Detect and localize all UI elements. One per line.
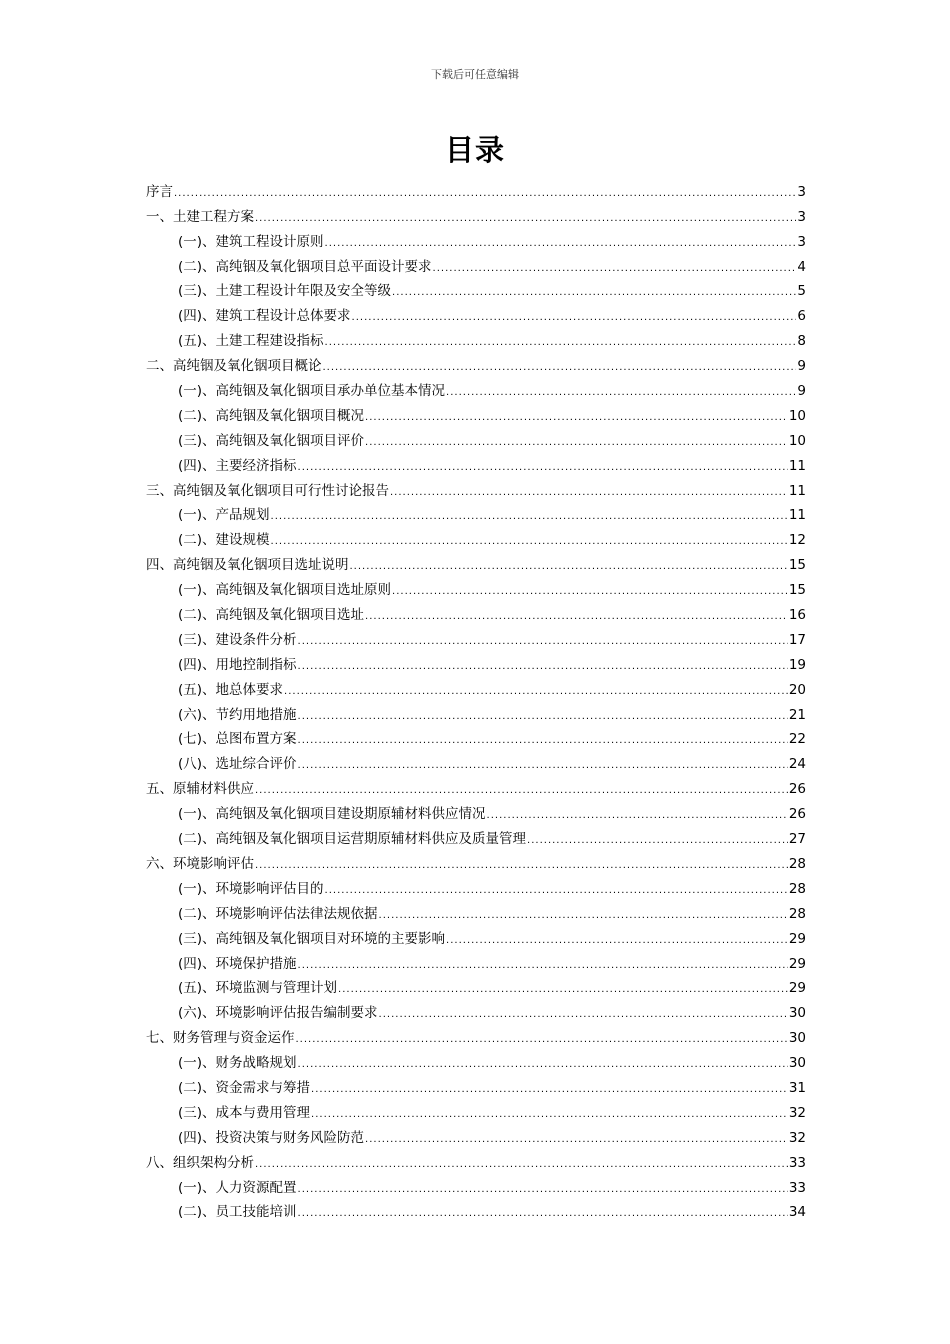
table-of-contents (146, 176, 806, 1221)
toc-dot-leader (284, 685, 788, 699)
toc-entry[interactable] (146, 997, 806, 1022)
toc-entry-page-number: 21 (788, 706, 806, 723)
toc-entry-label: (二)、高纯铟及氧化铟项目选址 (178, 607, 365, 624)
toc-entry[interactable] (146, 300, 806, 325)
toc-entry-page-number: 3 (797, 208, 806, 225)
toc-entry[interactable] (146, 425, 806, 450)
toc-entry[interactable] (146, 823, 806, 848)
toc-entry[interactable] (146, 773, 806, 798)
toc-dot-leader (379, 1008, 788, 1022)
toc-dot-leader (446, 934, 788, 948)
toc-entry-page-number: 30 (788, 1005, 806, 1022)
toc-entry[interactable] (146, 624, 806, 649)
toc-dot-leader (311, 1108, 788, 1122)
toc-entry-label: 一、土建工程方案 (146, 208, 254, 225)
toc-entry-page-number: 3 (797, 233, 806, 250)
toc-entry-page-number: 28 (788, 880, 806, 897)
toc-dot-leader (298, 660, 788, 674)
toc-entry-label: 六、环境影响评估 (146, 855, 254, 872)
toc-entry-label: (五)、地总体要求 (178, 681, 284, 698)
toc-entry[interactable] (146, 1172, 806, 1197)
toc-entry-label: (四)、用地控制指标 (178, 656, 297, 673)
toc-entry[interactable] (146, 873, 806, 898)
toc-entry-label: (三)、高纯铟及氧化铟项目对环境的主要影响 (178, 930, 446, 947)
toc-dot-leader (298, 710, 788, 724)
toc-dot-leader (298, 1207, 788, 1221)
toc-dot-leader (255, 859, 788, 873)
toc-dot-leader (255, 1158, 788, 1172)
toc-entry-page-number: 32 (788, 1129, 806, 1146)
toc-dot-leader (298, 461, 788, 475)
toc-title: 目录 (444, 133, 505, 167)
toc-entry[interactable] (146, 798, 806, 823)
toc-entry-page-number: 11 (788, 507, 806, 524)
toc-entry-page-number: 30 (788, 1030, 806, 1047)
toc-entry-page-number: 5 (797, 283, 806, 300)
toc-dot-leader (323, 361, 797, 375)
toc-dot-leader (298, 734, 788, 748)
toc-entry-page-number: 26 (788, 781, 806, 798)
toc-entry-label: (一)、高纯铟及氧化铟项目承办单位基本情况 (178, 383, 446, 400)
toc-dot-leader (392, 585, 788, 599)
toc-entry-page-number: 9 (797, 383, 806, 400)
toc-dot-leader (325, 884, 788, 898)
toc-entry-label: 三、高纯铟及氧化铟项目可行性讨论报告 (146, 482, 389, 499)
toc-entry-label: (一)、高纯铟及氧化铟项目建设期原辅材料供应情况 (178, 806, 486, 823)
toc-entry[interactable] (146, 1197, 806, 1222)
toc-entry-label: 八、组织架构分析 (146, 1154, 254, 1171)
toc-entry-label: (四)、建筑工程设计总体要求 (178, 308, 351, 325)
toc-entry[interactable] (146, 599, 806, 624)
toc-entry-label: (二)、员工技能培训 (178, 1204, 297, 1221)
toc-entry-label: (五)、土建工程建设指标 (178, 333, 324, 350)
toc-dot-leader (296, 1033, 788, 1047)
toc-entry-label: (四)、投资决策与财务风险防范 (178, 1129, 365, 1146)
toc-entry[interactable] (146, 923, 806, 948)
toc-entry[interactable] (146, 251, 806, 276)
toc-entry[interactable] (146, 549, 806, 574)
toc-dot-leader (271, 510, 788, 524)
toc-entry-page-number: 16 (788, 607, 806, 624)
toc-dot-leader (298, 759, 788, 773)
toc-dot-leader (527, 834, 788, 848)
toc-dot-leader (311, 1083, 788, 1097)
toc-entry-page-number: 11 (788, 457, 806, 474)
toc-dot-leader (325, 237, 797, 251)
toc-entry-page-number: 32 (788, 1104, 806, 1121)
toc-entry-label: (一)、人力资源配置 (178, 1179, 297, 1196)
toc-entry-label: (六)、环境影响评估报告编制要求 (178, 1005, 378, 1022)
toc-entry[interactable] (146, 524, 806, 549)
toc-dot-leader (174, 187, 796, 201)
toc-entry-page-number: 33 (788, 1179, 806, 1196)
toc-entry-page-number: 6 (797, 308, 806, 325)
toc-dot-leader (365, 610, 788, 624)
toc-dot-leader (433, 262, 797, 276)
toc-entry-label: (二)、建设规模 (178, 532, 270, 549)
toc-entry[interactable] (146, 400, 806, 425)
toc-dot-leader (338, 983, 788, 997)
toc-entry[interactable] (146, 948, 806, 973)
toc-dot-leader (487, 809, 788, 823)
toc-entry-label: (三)、成本与费用管理 (178, 1104, 311, 1121)
toc-dot-leader (298, 1058, 788, 1072)
toc-entry-label: (六)、节约用地措施 (178, 706, 297, 723)
toc-entry-label: (一)、环境影响评估目的 (178, 880, 324, 897)
toc-entry[interactable] (146, 973, 806, 998)
toc-entry[interactable] (146, 325, 806, 350)
toc-entry-page-number: 34 (788, 1204, 806, 1221)
toc-entry[interactable] (146, 375, 806, 400)
toc-dot-leader (365, 1133, 788, 1147)
toc-entry-label: (五)、环境监测与管理计划 (178, 980, 338, 997)
toc-entry-page-number: 26 (788, 806, 806, 823)
toc-dot-leader (446, 386, 796, 400)
toc-dot-leader (352, 311, 797, 325)
toc-entry-label: (三)、土建工程设计年限及安全等级 (178, 283, 392, 300)
toc-entry-page-number: 9 (797, 358, 806, 375)
toc-entry[interactable] (146, 848, 806, 873)
toc-entry[interactable] (146, 276, 806, 301)
toc-entry[interactable] (146, 898, 806, 923)
toc-entry[interactable] (146, 1047, 806, 1072)
toc-entry[interactable] (146, 1022, 806, 1047)
toc-entry[interactable] (146, 649, 806, 674)
toc-entry-page-number: 19 (788, 656, 806, 673)
toc-entry[interactable] (146, 450, 806, 475)
toc-entry[interactable] (146, 724, 806, 749)
toc-entry-label: 二、高纯铟及氧化铟项目概论 (146, 358, 322, 375)
toc-entry-page-number: 27 (788, 831, 806, 848)
toc-entry-page-number: 31 (788, 1079, 806, 1096)
toc-entry[interactable] (146, 699, 806, 724)
toc-entry-page-number: 28 (788, 905, 806, 922)
toc-entry-label: (一)、产品规划 (178, 507, 270, 524)
toc-entry-label: (二)、环境影响评估法律法规依据 (178, 905, 378, 922)
toc-entry-label: (二)、资金需求与筹措 (178, 1079, 311, 1096)
toc-entry-page-number: 33 (788, 1154, 806, 1171)
toc-entry-label: (二)、高纯铟及氧化铟项目总平面设计要求 (178, 258, 432, 275)
toc-entry-page-number: 24 (788, 756, 806, 773)
toc-entry[interactable] (146, 574, 806, 599)
toc-entry-label: (二)、高纯铟及氧化铟项目概况 (178, 407, 365, 424)
toc-entry-label: (一)、高纯铟及氧化铟项目选址原则 (178, 582, 392, 599)
toc-entry[interactable] (146, 201, 806, 226)
toc-entry-page-number: 20 (788, 681, 806, 698)
toc-entry-page-number: 17 (788, 631, 806, 648)
toc-dot-leader (298, 959, 788, 973)
toc-entry[interactable] (146, 674, 806, 699)
toc-entry-page-number: 3 (797, 183, 806, 200)
toc-entry-page-number: 8 (797, 333, 806, 350)
toc-entry[interactable] (146, 748, 806, 773)
toc-entry[interactable] (146, 1097, 806, 1122)
toc-entry-page-number: 4 (797, 258, 806, 275)
toc-entry-label: (一)、建筑工程设计原则 (178, 233, 324, 250)
page-header-note: 下载后可任意编辑 (431, 68, 519, 81)
toc-entry-label: 七、财务管理与资金运作 (146, 1030, 295, 1047)
toc-entry-page-number: 10 (788, 432, 806, 449)
toc-entry[interactable] (146, 1147, 806, 1172)
toc-entry-label: (一)、财务战略规划 (178, 1055, 297, 1072)
toc-dot-leader (365, 411, 788, 425)
toc-entry-label: (三)、建设条件分析 (178, 631, 297, 648)
toc-entry-page-number: 22 (788, 731, 806, 748)
toc-entry-label: (四)、主要经济指标 (178, 457, 297, 474)
toc-dot-leader (255, 784, 788, 798)
toc-dot-leader (255, 212, 796, 226)
toc-entry-page-number: 30 (788, 1055, 806, 1072)
toc-entry-page-number: 15 (788, 582, 806, 599)
toc-entry-page-number: 10 (788, 407, 806, 424)
toc-entry[interactable] (146, 475, 806, 500)
toc-entry-label: 五、原辅材料供应 (146, 781, 254, 798)
toc-entry-page-number: 12 (788, 532, 806, 549)
toc-entry[interactable] (146, 176, 806, 201)
toc-entry-page-number: 29 (788, 980, 806, 997)
toc-entry-label: (八)、选址综合评价 (178, 756, 297, 773)
toc-entry[interactable] (146, 500, 806, 525)
toc-entry-page-number: 29 (788, 930, 806, 947)
toc-dot-leader (379, 909, 788, 923)
toc-entry[interactable] (146, 1072, 806, 1097)
toc-entry-label: (二)、高纯铟及氧化铟项目运营期原辅材料供应及质量管理 (178, 831, 527, 848)
toc-entry[interactable] (146, 1122, 806, 1147)
toc-dot-leader (365, 436, 788, 450)
toc-entry-label: (七)、总图布置方案 (178, 731, 297, 748)
toc-entry-page-number: 29 (788, 955, 806, 972)
toc-entry-label: (三)、高纯铟及氧化铟项目评价 (178, 432, 365, 449)
toc-entry-page-number: 28 (788, 855, 806, 872)
toc-dot-leader (392, 286, 796, 300)
toc-dot-leader (271, 535, 788, 549)
toc-dot-leader (350, 560, 788, 574)
toc-entry-label: (四)、环境保护措施 (178, 955, 297, 972)
toc-dot-leader (298, 635, 788, 649)
toc-entry-page-number: 15 (788, 557, 806, 574)
toc-dot-leader (298, 1183, 788, 1197)
toc-dot-leader (390, 486, 788, 500)
toc-entry[interactable] (146, 226, 806, 251)
toc-dot-leader (325, 336, 797, 350)
toc-entry-label: 四、高纯铟及氧化铟项目选址说明 (146, 557, 349, 574)
toc-entry[interactable] (146, 350, 806, 375)
toc-entry-page-number: 11 (788, 482, 806, 499)
toc-entry-label: 序言 (146, 183, 173, 200)
